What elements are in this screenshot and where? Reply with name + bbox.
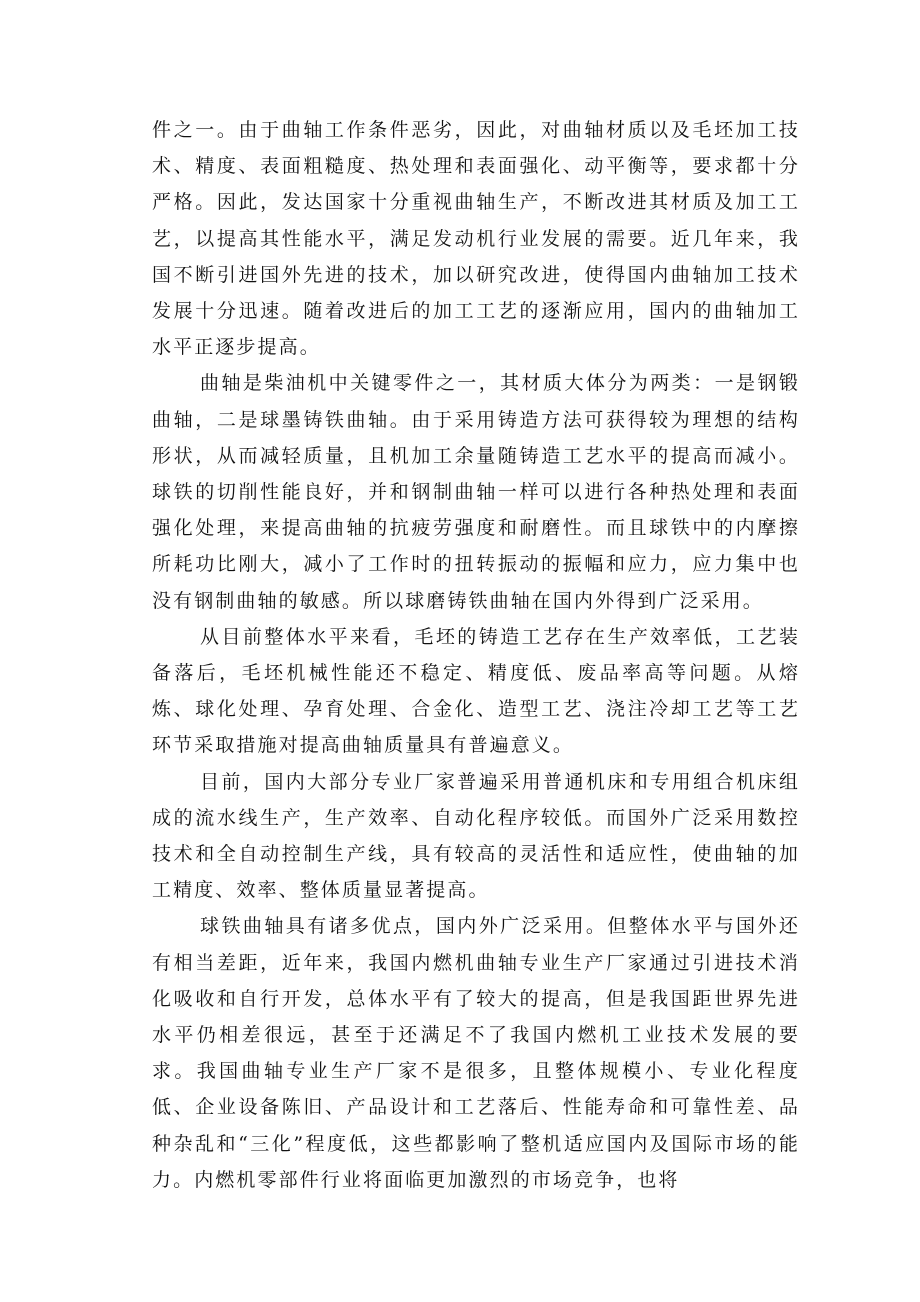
body-text: [152, 112, 800, 1198]
paragraph-5: 球铁曲轴具有诸多优点，国内外广泛采用。但整体水平与国外还有相当差距，近年来，我国内燃机曲轴专业生产厂家通过引进技术消化吸收和自行开发，总体水平有了较大的提高，但是我国距世界先进水平仍相差很远，甚至于还满足不了我国内燃机工业技术发展的要求。我国曲轴专业生产厂家不是很多，且整体规模小、专业化程度低、企业设备陈旧、产品设计和工艺落后、性能寿命和可靠性差、品种杂乱和“三化”程度低，这些都影响了整机适应国内及国际市场的能力。内燃机零部件行业将面临更加激烈的市场竞争，也将: [152, 915, 800, 1191]
paragraph-1: 件之一。由于曲轴工作条件恶劣，因此，对曲轴材质以及毛坯加工技术、精度、表面粗糙度、热处理和表面强化、动平衡等，要求都十分严格。因此，发达国家十分重视曲轴生产，不断改进其材质及加工工艺，以提高其性能水平，满足发动机行业发展的需要。近几年来，我国不断引进国外先进的技术，加以研究改进，使得国内曲轴加工技术发展十分迅速。随着改进后的加工工艺的逐渐应用，国内的曲轴加工水平正逐步提高。: [152, 119, 800, 359]
paragraph-2: 曲轴是柴油机中关键零件之一，其材质大体分为两类：一是钢锻曲轴，二是球墨铸铁曲轴。由于采用铸造方法可获得较为理想的结构形状，从而减轻质量，且机加工余量随铸造工艺水平的提高而减小。球铁的切削性能良好，并和钢制曲轴一样可以进行各种热处理和表面强化处理，来提高曲轴的抗疲劳强度和耐磨性。而且球铁中的内摩擦所耗功比刚大，减小了工作时的扭转振动的振幅和应力，应力集中也没有钢制曲轴的敏感。所以球磨铸铁曲轴在国内外得到广泛采用。: [152, 372, 800, 612]
paragraph-3: 从目前整体水平来看，毛坯的铸造工艺存在生产效率低，工艺装备落后，毛坯机械性能还不稳定、精度低、废品率高等问题。从熔炼、球化处理、孕育处理、合金化、造型工艺、浇注冷却工艺等工艺环节采取措施对提高曲轴质量具有普遍意义。: [152, 625, 800, 757]
paragraph-4: 目前，国内大部分专业厂家普遍采用普通机床和专用组合机床组成的流水线生产，生产效率、自动化程序较低。而国外广泛采用数控技术和全自动控制生产线，具有较高的灵活性和适应性，使曲轴的加工精度、效率、整体质量显著提高。: [152, 770, 800, 902]
